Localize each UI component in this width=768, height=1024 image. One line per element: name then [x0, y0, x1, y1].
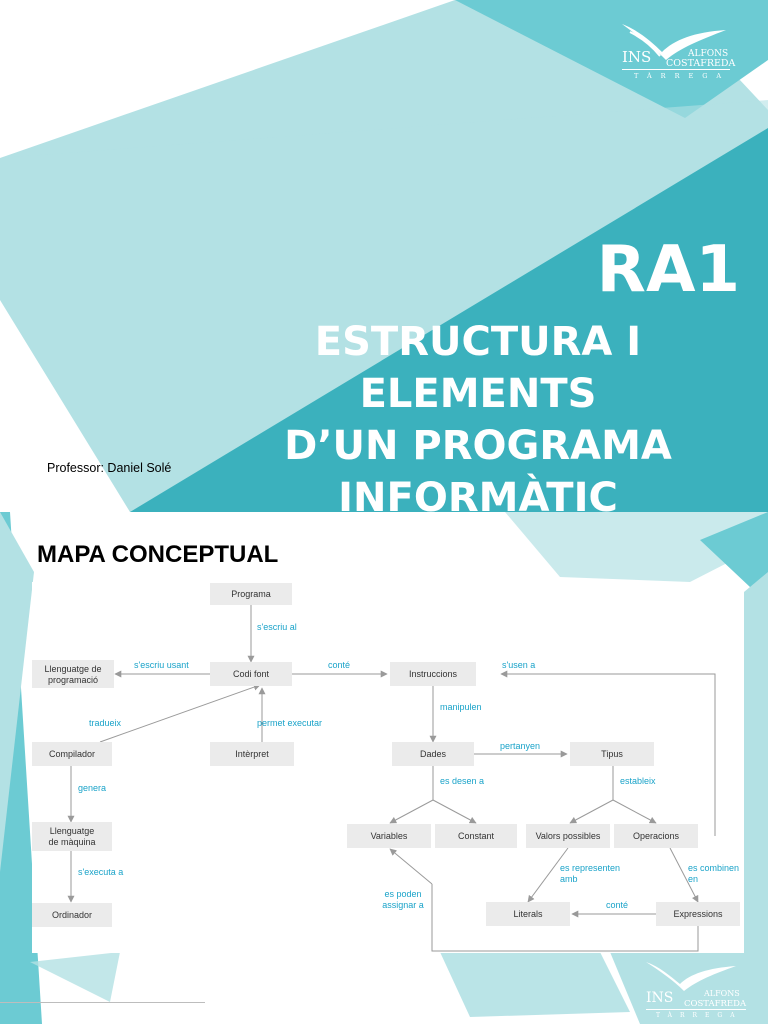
label-es-desen-a: es desen a [440, 776, 485, 786]
svg-text:Operacions: Operacions [632, 831, 680, 841]
node-literals [486, 902, 570, 926]
label-genera: genera [78, 783, 107, 793]
cover-title-line1: ESTRUCTURA I ELEMENTS [314, 319, 642, 417]
label-sescriu-al: s'escriu al [257, 622, 297, 632]
logo-name-line1: ALFONS [688, 49, 729, 59]
svg-text:Variables: Variables [370, 831, 408, 841]
logo-book-icon-small [646, 962, 736, 991]
svg-text:Llenguatge: Llenguatge [49, 826, 95, 836]
label-conte: conté [328, 660, 351, 670]
node-ordinador [32, 903, 112, 927]
concept-map-diagram [32, 582, 744, 953]
module-code: RA1 [596, 233, 740, 307]
bg-right-edge [744, 572, 768, 972]
svg-text:Intèrpret: Intèrpret [235, 749, 269, 759]
logo-name-line2: COSTAFREDA [666, 58, 736, 69]
label-es-representen-line1: es representen [560, 863, 621, 873]
label-susen-a: s'usen a [502, 660, 536, 670]
edge-compilador-codi [100, 685, 260, 742]
bg-bottom-mid [440, 952, 630, 1017]
label-sescriu-usant: s'escriu usant [134, 660, 189, 670]
node-dades [392, 742, 474, 766]
label-es-combinen-line1: es combinen [688, 863, 740, 873]
node-programa [210, 583, 292, 605]
school-logo [616, 18, 762, 80]
svg-text:Dades: Dades [419, 749, 447, 759]
node-codi-font [210, 662, 292, 686]
bg-bottom-left [30, 952, 120, 1002]
node-expressions [656, 902, 740, 926]
svg-text:Codi font: Codi font [232, 669, 270, 679]
cover-title-line3: INFORMÀTIC [338, 475, 618, 512]
svg-text:Instruccions: Instruccions [408, 669, 458, 679]
node-instruccions [390, 662, 476, 686]
svg-text:Tipus: Tipus [601, 749, 623, 759]
logo-name-line2-small: COSTAFREDA [684, 999, 747, 1009]
svg-text:Expressions: Expressions [673, 909, 723, 919]
svg-text:Ordinador: Ordinador [51, 910, 93, 920]
label-permet-executar: permet executar [257, 718, 323, 728]
edge-tipus-valors [570, 800, 613, 823]
node-valors-possibles [526, 824, 610, 848]
node-compilador [32, 742, 112, 766]
label-conte-2: conté [606, 900, 629, 910]
node-constant [435, 824, 517, 848]
label-tradueix: tradueix [89, 718, 122, 728]
edge-tipus-operacions [613, 800, 656, 823]
cover-title [200, 316, 756, 512]
concept-map-heading: MAPA CONCEPTUAL [37, 541, 279, 568]
svg-text:Literals: Literals [513, 909, 543, 919]
label-es-poden-line1: es poden [384, 889, 422, 899]
node-variables [347, 824, 431, 848]
logo-name-line1-small: ALFONS [704, 989, 740, 998]
svg-text:Compilador: Compilador [48, 749, 96, 759]
label-es-combinen-line2: en [688, 874, 699, 884]
label-es-representen-line2: amb [560, 874, 578, 884]
logo-town: TÀRREGA [634, 72, 731, 80]
logo-town-small: TÀRREGA [656, 1012, 743, 1019]
node-llenguatge-maquina [32, 822, 112, 851]
svg-text:Valors possibles: Valors possibles [535, 831, 601, 841]
node-tipus [570, 742, 654, 766]
school-logo-small [640, 954, 762, 1020]
edge-dades-constant [433, 800, 476, 823]
label-es-poden-line2: assignar a [382, 900, 424, 910]
svg-text:Programa: Programa [231, 589, 271, 599]
label-manipulen: manipulen [440, 702, 482, 712]
professor-name: Professor: Daniel Solé [47, 461, 172, 475]
node-operacions [614, 824, 698, 848]
svg-text:de màquina: de màquina [48, 837, 96, 847]
label-pertanyen: pertanyen [500, 741, 541, 751]
svg-text:programació: programació [47, 675, 99, 685]
concept-map-svg [32, 582, 744, 953]
edge-assignar-variables [390, 849, 432, 884]
logo-ins-small: INS [646, 990, 674, 1006]
cover-title-line2: D’UN PROGRAMA [284, 423, 672, 469]
logo-ins: INS [622, 48, 652, 66]
footer-divider [0, 1002, 205, 1003]
edge-dades-variables [390, 800, 433, 823]
label-sexecuta-a: s'executa a [78, 867, 124, 877]
svg-text:Llenguatge de: Llenguatge de [44, 664, 102, 674]
label-estableix: estableix [620, 776, 656, 786]
node-interpret [210, 742, 294, 766]
node-llenguatge-programacio [32, 660, 114, 688]
svg-text:Constant: Constant [457, 831, 495, 841]
